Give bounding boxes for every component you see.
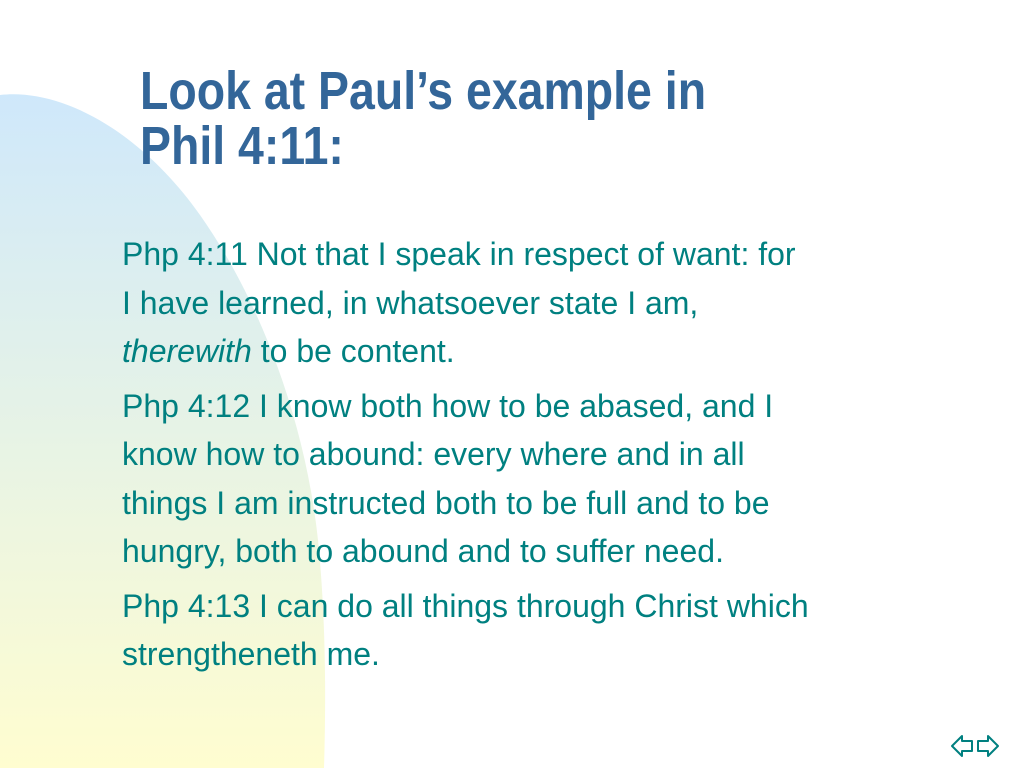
verse-line: Php 4:13 I can do all things through Christ which [122, 587, 809, 624]
verse-line: I have learned, in whatsoever state I am, [122, 284, 699, 321]
title-line-2: Phil 4:11: [140, 116, 344, 176]
verse-line: know how to abound: every where and in all [122, 436, 745, 472]
slide-navigation [950, 732, 1002, 760]
verse-line: hungry, both to abound and to suffer need. [122, 533, 724, 569]
verse-list [122, 230, 1002, 685]
verse-line: Php 4:12 I know both how to be abased, and I [122, 387, 774, 424]
verse-php-4-11 [122, 230, 1002, 376]
verse-line-rest: to be content. [251, 333, 455, 369]
verse-line: strengtheneth me. [122, 636, 380, 672]
forward-arrow-icon[interactable] [976, 733, 1000, 759]
title-line-1: Look at Paul’s example in [140, 61, 707, 121]
italic-word: therewith [122, 333, 252, 369]
slide-title [140, 61, 880, 176]
verse-php-4-13 [122, 582, 1002, 679]
verse-line [122, 327, 1002, 376]
verse-line: Php 4:11 Not that I speak in respect of want: for [122, 236, 796, 272]
verse-line: things I am instructed both to be full and to be [122, 484, 770, 521]
verse-php-4-12 [122, 382, 1002, 576]
back-arrow-icon[interactable] [950, 733, 974, 759]
